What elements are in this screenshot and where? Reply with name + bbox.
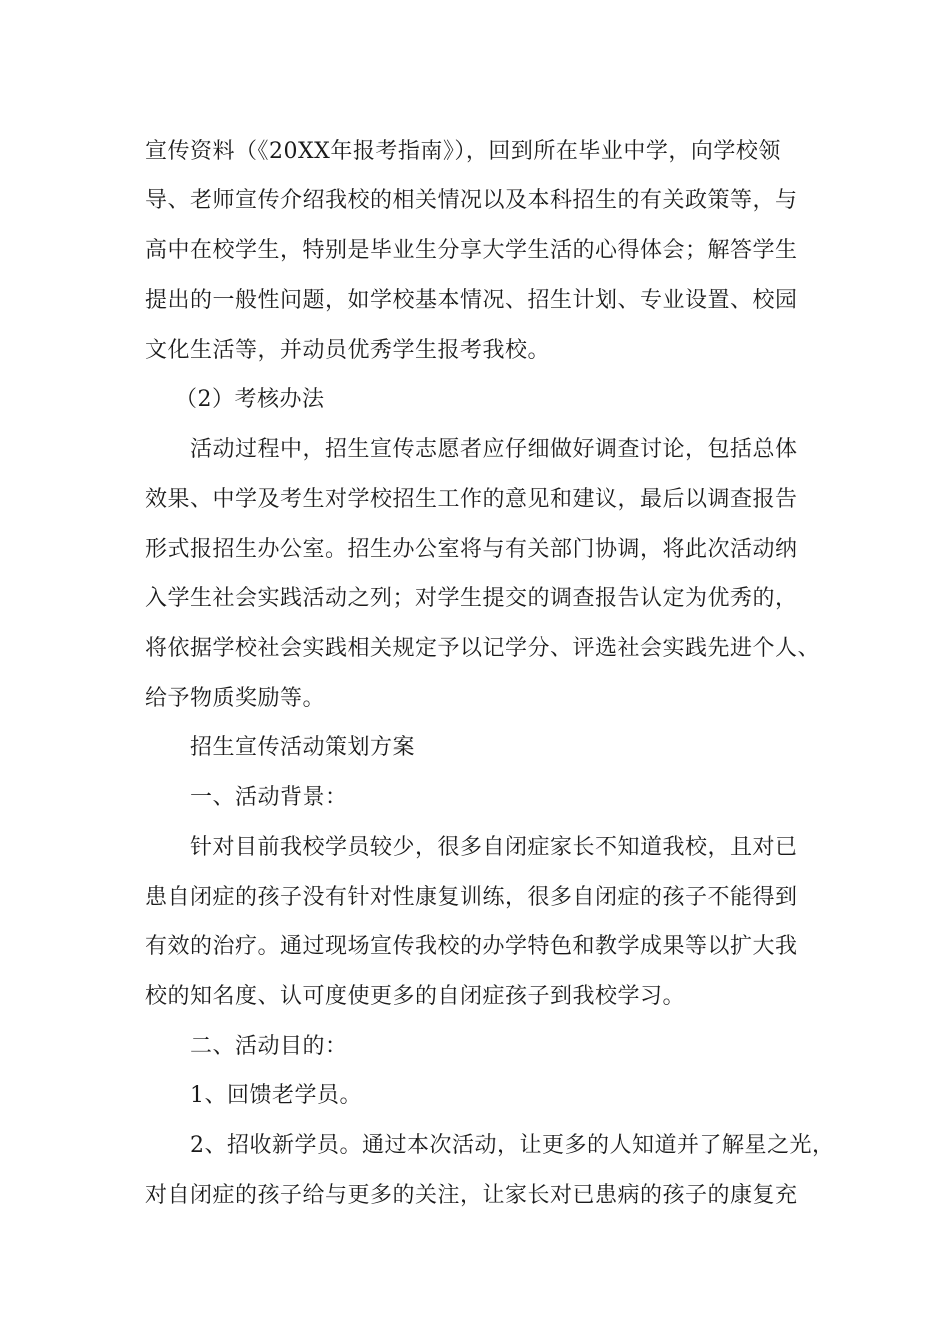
paragraph-line: 高中在校学生，特别是毕业生分享大学生活的心得体会；解答学生 (145, 238, 798, 263)
paragraph-line: 效果、中学及考生对学校招生工作的意见和建议，最后以调查报告 (145, 487, 798, 512)
paragraph-line: 文化生活等，并动员优秀学生报考我校。 (145, 338, 551, 363)
paragraph-line: 将依据学校社会实践相关规定予以记学分、评选社会实践先进个人、 (145, 636, 821, 661)
paragraph-line: 给予物质奖励等。 (145, 686, 326, 711)
paragraph-line: 活动过程中，招生宣传志愿者应仔细做好调查讨论，包括总体 (190, 437, 798, 462)
paragraph-line: 入学生社会实践活动之列；对学生提交的调查报告认定为优秀的， (145, 586, 798, 611)
paragraph-line: 患自闭症的孩子没有针对性康复训练，很多自闭症的孩子不能得到 (145, 885, 798, 910)
list-item: 1、回馈老学员。 (190, 1083, 362, 1108)
paragraph-line: 提出的一般性问题，如学校基本情况、招生计划、专业设置、校园 (145, 288, 798, 313)
paragraph-line: 形式报招生办公室。招生办公室将与有关部门协调，将此次活动纳 (145, 537, 798, 562)
section-heading: 一、活动背景： (190, 785, 348, 810)
section-heading: 二、活动目的： (190, 1034, 348, 1059)
paragraph-line: 校的知名度、认可度使更多的自闭症孩子到我校学习。 (145, 984, 686, 1009)
paragraph-line: 对自闭症的孩子给与更多的关注，让家长对已患病的孩子的康复充 (145, 1183, 798, 1208)
section-heading: （2）考核办法 (175, 387, 325, 412)
document-title: 招生宣传活动策划方案 (190, 735, 416, 760)
paragraph-line: 有效的治疗。通过现场宣传我校的办学特色和教学成果等以扩大我 (145, 934, 798, 959)
paragraph-line: 针对目前我校学员较少，很多自闭症家长不知道我校，且对已 (190, 835, 798, 860)
paragraph-line: 导、老师宣传介绍我校的相关情况以及本科招生的有关政策等，与 (145, 188, 798, 213)
list-item: 2、招收新学员。通过本次活动，让更多的人知道并了解星之光， (190, 1133, 835, 1158)
paragraph-line: 宣传资料（《20XX年报考指南》），回到所在毕业中学，向学校领 (145, 139, 781, 164)
